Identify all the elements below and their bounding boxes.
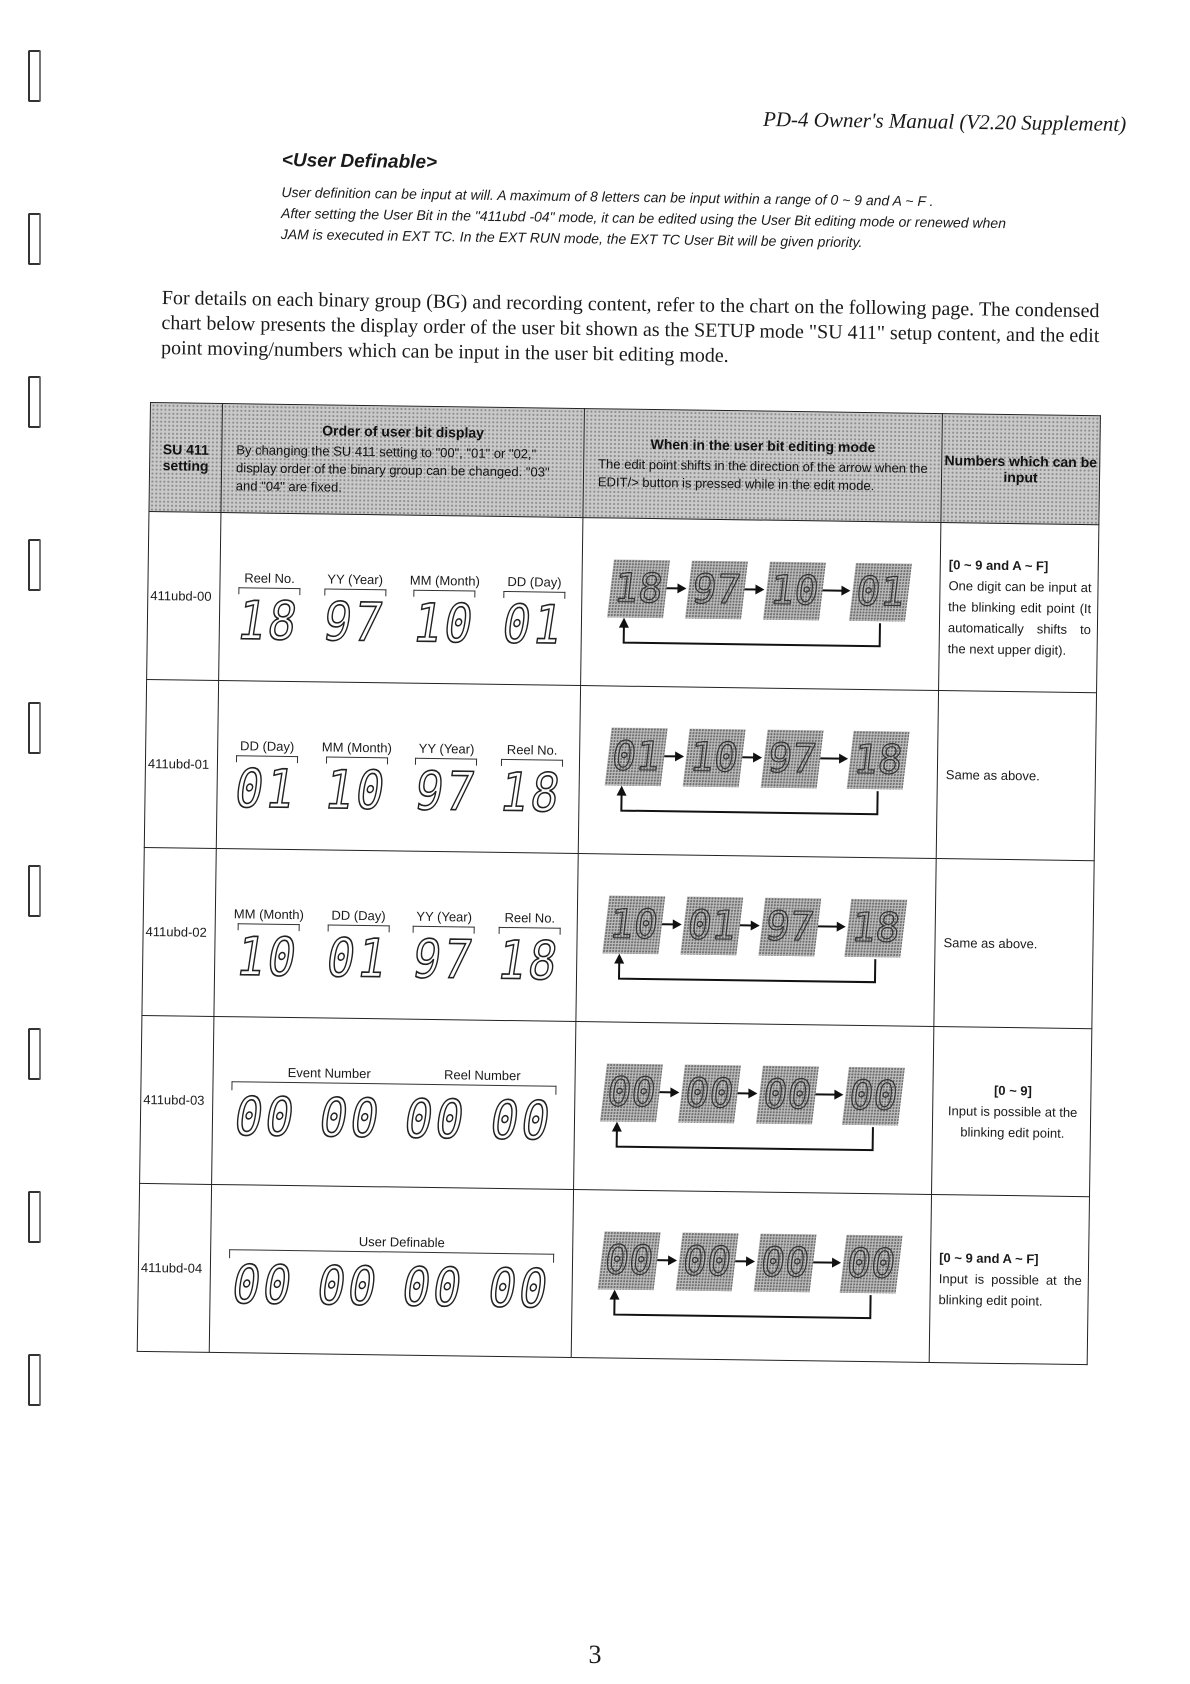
edit-flow-cell bbox=[571, 1189, 931, 1362]
segment-digits: 00 bbox=[313, 1253, 385, 1317]
group-label: DD (Day) bbox=[507, 573, 562, 590]
return-arrow-line bbox=[614, 1291, 870, 1318]
arrow-head bbox=[834, 1089, 843, 1099]
binder-ring bbox=[28, 702, 41, 754]
binder-ring bbox=[28, 539, 41, 591]
lcd-digit-box: 00 bbox=[842, 1066, 905, 1125]
return-arrow-head bbox=[617, 785, 627, 795]
numbers-cell: [0 ~ 9] Input is possible at the blinking edit point. bbox=[932, 1027, 1092, 1197]
return-arrow-line bbox=[624, 619, 880, 646]
segment-digits: 00 bbox=[485, 1088, 557, 1152]
section-title: <User Definable> bbox=[281, 150, 438, 174]
group-label: DD (Day) bbox=[240, 737, 295, 754]
lcd-digit-box: 00 bbox=[600, 1063, 663, 1122]
table-row bbox=[142, 847, 1094, 1028]
lcd-digit-box: 18 bbox=[847, 730, 910, 789]
segment-digits: 00 bbox=[400, 1087, 472, 1150]
return-arrow-line bbox=[619, 955, 875, 982]
header-order-title: Order of user bit display bbox=[322, 422, 485, 441]
header-order-subtext: By changing the SU 411 setting to "00", "01" or "02," display order of the binary group can be changed. "03" and "04" are fixed. bbox=[235, 442, 550, 495]
segment-digits: 10 bbox=[408, 591, 480, 655]
section-text-line: User definition can be input at will. A maximum of 8 letters can be input within a range of 0 ~ 9 and A ~ F . bbox=[281, 183, 934, 210]
return-arrow-head bbox=[614, 953, 624, 963]
binder-ring bbox=[28, 50, 41, 102]
numbers-cell: [0 ~ 9 and A ~ F] Input is possible at the blinking edit point. bbox=[929, 1194, 1089, 1364]
segment-digits: 18 bbox=[233, 588, 305, 652]
arrow-head bbox=[755, 584, 764, 594]
group-label: DD (Day) bbox=[331, 907, 386, 923]
arrow-head bbox=[753, 752, 762, 762]
group-label: Reel No. bbox=[504, 909, 556, 926]
setting-cell: 411ubd-01 bbox=[144, 679, 218, 848]
span-label: User Definable bbox=[358, 1233, 445, 1250]
arrow-head bbox=[841, 585, 850, 595]
binder-ring bbox=[28, 376, 41, 428]
setting-cell: 411ubd-00 bbox=[147, 511, 221, 680]
segment-digits: 97 bbox=[319, 589, 391, 653]
group-label: YY (Year) bbox=[416, 908, 473, 925]
return-arrow-head bbox=[619, 617, 629, 627]
lcd-digit-box: 00 bbox=[678, 1064, 741, 1123]
header-numbers: Numbers which can be input bbox=[941, 414, 1101, 525]
numbers-cell: Same as above. bbox=[936, 691, 1096, 861]
lcd-digit-box: 97 bbox=[685, 560, 748, 619]
section-text-line: JAM is executed in EXT TC. In the EXT RUN mode, the EXT TC User Bit will be given priority. bbox=[280, 225, 863, 251]
segment-digits: 00 bbox=[230, 1084, 302, 1148]
binder-rings bbox=[28, 50, 58, 1517]
binder-ring bbox=[28, 213, 41, 265]
display-order-cell bbox=[216, 680, 580, 853]
binder-ring bbox=[28, 865, 41, 917]
lcd-digit-box: 00 bbox=[754, 1233, 817, 1292]
group-label: MM (Month) bbox=[321, 738, 393, 755]
lcd-digit-box: 10 bbox=[763, 561, 826, 620]
header-order bbox=[221, 404, 584, 518]
group-label: Reel No. bbox=[506, 741, 558, 758]
group-label: YY (Year) bbox=[327, 570, 384, 587]
arrow-head bbox=[746, 1256, 755, 1266]
segment-digits: 18 bbox=[493, 928, 565, 992]
span-label: Reel Number bbox=[443, 1066, 521, 1083]
lcd-digit-box: 00 bbox=[676, 1232, 739, 1291]
segment-digits: 10 bbox=[320, 758, 392, 821]
lcd-digit-box: 97 bbox=[761, 729, 824, 788]
lcd-digit-box: 00 bbox=[840, 1234, 903, 1293]
lcd-digit-box: 10 bbox=[602, 895, 665, 954]
segment-digits: 01 bbox=[498, 592, 570, 656]
lcd-digit-box: 01 bbox=[605, 727, 668, 786]
arrow-head bbox=[751, 920, 760, 930]
edit-flow-cell bbox=[578, 686, 938, 859]
segment-digits: 00 bbox=[398, 1255, 470, 1318]
user-definable-section bbox=[281, 150, 1122, 257]
page-header: PD-4 Owner's Manual (V2.20 Supplement) bbox=[762, 106, 1127, 136]
display-order-cell bbox=[214, 848, 578, 1021]
page-number: 3 bbox=[588, 1640, 602, 1669]
setting-cell: 411ubd-03 bbox=[140, 1015, 214, 1184]
display-order-cell bbox=[209, 1184, 573, 1357]
return-arrow-line bbox=[621, 787, 877, 814]
arrow-head bbox=[839, 753, 848, 763]
arrow-head bbox=[832, 1257, 841, 1267]
header-setting: SU 411 setting bbox=[149, 403, 223, 513]
arrow-head bbox=[670, 1087, 679, 1097]
group-label: MM (Month) bbox=[409, 572, 480, 589]
segment-digits: 00 bbox=[315, 1085, 387, 1149]
lcd-digit-box: 01 bbox=[680, 896, 743, 955]
user-bit-table bbox=[137, 402, 1100, 1365]
intro-paragraph: For details on each binary group (BG) and recording content, refer to the chart on the following page. The condensed chart below presents the display order of the user bit shown as the SETUP mode "SU 411" setup content, and the edit point moving/numbers which can be input in the user bit editing mode. bbox=[160, 286, 1100, 367]
segment-digits: 10 bbox=[232, 924, 304, 988]
table-row bbox=[144, 679, 1096, 860]
lcd-digit-box: 18 bbox=[844, 898, 907, 957]
table-header-row bbox=[149, 403, 1100, 525]
arrow-head bbox=[673, 919, 682, 929]
lcd-digit-box: 18 bbox=[607, 559, 670, 618]
lcd-digit-box: 97 bbox=[758, 897, 821, 956]
table-row bbox=[137, 1183, 1089, 1364]
binder-ring bbox=[28, 1191, 41, 1243]
header-edit-title: When in the user bit editing mode bbox=[650, 435, 876, 456]
arrow-head bbox=[748, 1088, 757, 1098]
segment-digits: 18 bbox=[496, 760, 568, 824]
lcd-digit-box: 00 bbox=[756, 1065, 819, 1124]
return-arrow-line bbox=[617, 1123, 873, 1150]
span-label: Event Number bbox=[287, 1064, 371, 1081]
lcd-digit-box: 10 bbox=[683, 728, 746, 787]
segment-digits: 00 bbox=[227, 1252, 299, 1316]
header-edit-mode bbox=[583, 409, 942, 523]
numbers-cell: Same as above. bbox=[934, 859, 1094, 1029]
display-order-cell bbox=[219, 513, 583, 686]
edit-flow-cell bbox=[576, 854, 936, 1027]
table-row bbox=[147, 511, 1099, 692]
segment-digits: 01 bbox=[322, 926, 394, 989]
segment-digits: 97 bbox=[408, 927, 480, 991]
binder-ring bbox=[28, 1028, 41, 1080]
edit-flow-cell bbox=[574, 1022, 934, 1195]
table-row bbox=[140, 1015, 1092, 1196]
numbers-cell: [0 ~ 9 and A ~ F] One digit can be input at the blinking edit point (It automatically shifts to the next upper digit). bbox=[939, 523, 1099, 693]
lcd-digit-box: 01 bbox=[849, 562, 912, 621]
arrow-head bbox=[837, 921, 846, 931]
segment-digits: 97 bbox=[410, 759, 482, 823]
setting-cell: 411ubd-02 bbox=[142, 847, 216, 1016]
arrow-head bbox=[677, 583, 686, 593]
segment-digits: 00 bbox=[483, 1256, 555, 1320]
group-label: MM (Month) bbox=[233, 905, 305, 922]
display-order-cell bbox=[212, 1016, 576, 1189]
edit-flow-cell bbox=[581, 518, 941, 691]
segment-digits: 01 bbox=[231, 756, 303, 820]
lcd-digit-box: 00 bbox=[598, 1231, 661, 1290]
return-arrow-head bbox=[612, 1121, 622, 1131]
binder-ring bbox=[28, 1354, 41, 1406]
setting-cell: 411ubd-04 bbox=[137, 1183, 211, 1352]
arrow-head bbox=[668, 1255, 677, 1265]
return-arrow-head bbox=[610, 1289, 620, 1299]
group-label: Reel No. bbox=[244, 569, 295, 586]
section-text-line: After setting the User Bit in the "411ubd -04" mode, it can be edited using the User Bit editing mode or renewed when bbox=[281, 204, 1007, 232]
arrow-head bbox=[675, 751, 684, 761]
group-label: YY (Year) bbox=[418, 740, 475, 757]
header-edit-subtext: The edit point shifts in the direction of the arrow when the EDIT/> button is pressed while in the edit mode. bbox=[597, 456, 928, 494]
